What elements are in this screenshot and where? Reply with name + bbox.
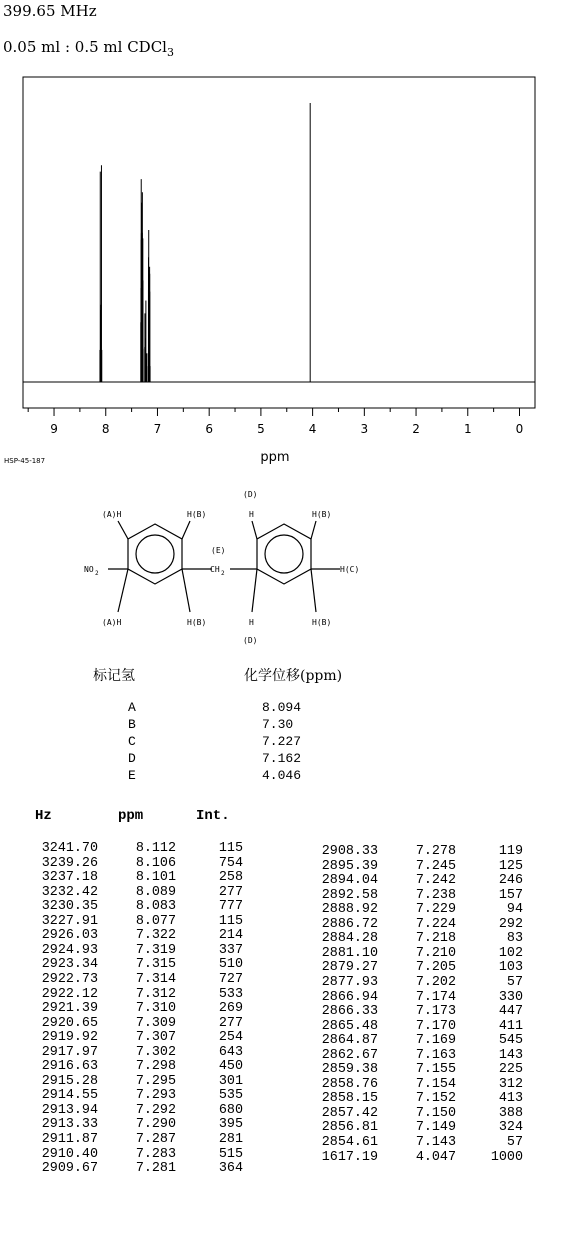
peak-intensity: 413 xyxy=(498,1091,523,1107)
peak-row-right xyxy=(0,1136,570,1150)
peak-hz: 2916.63 xyxy=(41,1059,98,1075)
peak-row-right xyxy=(0,1121,570,1135)
peak-ppm: 7.229 xyxy=(415,902,456,918)
peak-row-right xyxy=(0,889,570,903)
label-b-bottom-left: H(B) xyxy=(187,618,207,627)
peak-ppm: 8.106 xyxy=(135,855,176,871)
peak-hz: 2910.40 xyxy=(41,1146,98,1162)
peak-row-right xyxy=(0,1107,570,1121)
peak-ppm: 7.314 xyxy=(135,971,176,987)
peak-intensity: 292 xyxy=(498,916,523,932)
label-h-bottom: H xyxy=(249,618,254,627)
peak-intensity: 102 xyxy=(498,945,523,961)
peak-row-right xyxy=(0,932,570,946)
peak-row-right xyxy=(0,903,570,917)
peak-hz: 2922.12 xyxy=(41,986,98,1002)
peak-ppm: 7.278 xyxy=(415,844,456,859)
label-a-top: (A)H xyxy=(102,510,122,519)
peak-hz: 2913.33 xyxy=(41,1117,98,1133)
label-no: NO xyxy=(84,565,94,574)
peak-intensity: 364 xyxy=(218,1161,243,1177)
peak-hz: 2881.10 xyxy=(321,945,378,961)
peak-intensity: 301 xyxy=(218,1073,243,1089)
peak-ppm: 7.163 xyxy=(415,1047,456,1063)
peak-ppm: 7.154 xyxy=(415,1076,456,1092)
peak-intensity: 254 xyxy=(218,1030,243,1046)
peak-hz: 2854.61 xyxy=(321,1135,378,1150)
peak-intensity: 388 xyxy=(498,1105,523,1121)
bond-b-bottom-right xyxy=(311,569,316,612)
peak-ppm: 7.281 xyxy=(135,1161,176,1177)
peak-intensity: 277 xyxy=(218,884,243,900)
peak-row-right xyxy=(0,1092,570,1106)
peak-intensity: 277 xyxy=(218,1015,243,1031)
peak-intensity: 281 xyxy=(218,1132,243,1147)
assignment-shift: 7.30 xyxy=(262,717,294,732)
peak-hz: 2895.39 xyxy=(321,858,378,874)
peak-header-hz: Hz xyxy=(35,808,52,824)
peak-intensity: 450 xyxy=(218,1059,243,1075)
peak-ppm: 7.322 xyxy=(135,928,176,944)
bond-d-top xyxy=(252,521,257,539)
peak-intensity: 680 xyxy=(218,1102,243,1118)
sample-subscript: 3 xyxy=(166,46,174,59)
peak-ppm: 7.174 xyxy=(415,989,456,1005)
x-tick-label: 7 xyxy=(153,422,162,436)
peak-hz: 3239.26 xyxy=(41,855,98,871)
peak-hz: 2888.92 xyxy=(321,902,378,918)
peak-hz: 2917.97 xyxy=(41,1044,98,1060)
peak-hz: 2913.94 xyxy=(41,1102,98,1118)
bond-b-bottom-left xyxy=(182,569,190,612)
label-b-bottom-right: H(B) xyxy=(312,618,332,627)
assignment-atom: E xyxy=(128,768,136,783)
spectrum-code: HSP-45-187 xyxy=(4,457,46,465)
peak-hz: 2859.38 xyxy=(321,1062,378,1078)
peak-intensity: 330 xyxy=(498,989,523,1005)
peak-hz: 2884.28 xyxy=(321,931,378,947)
x-tick-label: 4 xyxy=(308,422,317,436)
peak-intensity: 447 xyxy=(498,1004,523,1020)
peak-ppm: 7.319 xyxy=(135,942,176,958)
peak-intensity: 545 xyxy=(498,1033,523,1049)
bond-a-top xyxy=(118,521,128,539)
peak-row-right xyxy=(0,991,570,1005)
peak-intensity: 269 xyxy=(218,1001,243,1017)
peak-row-right xyxy=(0,1005,570,1019)
x-tick-label: 6 xyxy=(205,422,214,436)
peak-row-right xyxy=(0,845,570,859)
peak-hz: 2862.67 xyxy=(321,1047,378,1063)
peak-intensity: 337 xyxy=(218,942,243,958)
label-ch-subscript: 2 xyxy=(221,570,225,577)
peak-ppm: 7.152 xyxy=(415,1091,456,1107)
peak-ppm: 7.218 xyxy=(415,931,456,947)
peak-intensity: 57 xyxy=(506,974,523,990)
peak-hz: 2908.33 xyxy=(321,844,378,859)
peak-hz: 2923.34 xyxy=(41,957,98,973)
assignment-header-atom: 标记氢 xyxy=(93,668,135,684)
label-e: (E) xyxy=(211,546,226,555)
assignment-header-shift: 化学位移(ppm) xyxy=(244,668,343,684)
peak-intensity: 57 xyxy=(506,1135,523,1150)
peak-ppm: 7.150 xyxy=(415,1105,456,1121)
peak-hz: 2924.93 xyxy=(41,942,98,958)
peak-ppm: 7.307 xyxy=(135,1030,176,1046)
peak-hz: 2926.03 xyxy=(41,928,98,944)
peak-header-int: Int. xyxy=(196,808,230,824)
peak-hz: 2911.87 xyxy=(41,1132,98,1147)
peak-ppm: 8.077 xyxy=(135,913,176,929)
peak-row-right xyxy=(0,947,570,961)
peak-hz: 2919.92 xyxy=(41,1030,98,1046)
peak-ppm: 7.295 xyxy=(135,1073,176,1089)
peak-hz: 2865.48 xyxy=(321,1018,378,1034)
assignment-shift: 7.227 xyxy=(262,734,302,749)
peak-hz: 2894.04 xyxy=(321,873,378,889)
peak-ppm: 7.292 xyxy=(135,1102,176,1118)
label-h-top: H xyxy=(249,510,254,519)
peak-ppm: 7.242 xyxy=(415,873,456,889)
x-tick-label: 2 xyxy=(412,422,420,436)
bond-b-top-right xyxy=(311,521,316,539)
peak-row-right xyxy=(0,860,570,874)
peak-intensity: 324 xyxy=(498,1120,523,1136)
peak-hz: 2864.87 xyxy=(321,1033,378,1049)
peak-intensity: 777 xyxy=(218,899,243,915)
peak-intensity: 103 xyxy=(498,960,523,976)
peak-hz: 2856.81 xyxy=(321,1120,378,1136)
peak-intensity: 214 xyxy=(218,928,243,944)
peak-ppm: 8.083 xyxy=(135,899,176,915)
peak-intensity: 119 xyxy=(498,844,523,859)
assignment-atom: C xyxy=(128,734,136,749)
assignment-atom: B xyxy=(128,717,136,732)
peak-row-right xyxy=(0,976,570,990)
peak-intensity: 225 xyxy=(498,1062,523,1078)
peak-ppm: 7.287 xyxy=(135,1132,176,1147)
peak-hz: 2866.33 xyxy=(321,1004,378,1020)
peak-intensity: 395 xyxy=(218,1117,243,1133)
label-ch: CH xyxy=(210,565,220,574)
peak-ppm: 7.238 xyxy=(415,887,456,903)
bond-b-top-left xyxy=(182,521,190,539)
peak-header-ppm: ppm xyxy=(118,808,144,824)
label-a-bottom: (A)H xyxy=(102,618,122,627)
peak-hz: 3241.70 xyxy=(41,841,98,856)
label-h-c: H(C) xyxy=(340,565,360,574)
peak-ppm: 7.290 xyxy=(135,1117,176,1133)
peak-ppm: 7.169 xyxy=(415,1033,456,1049)
peak-ppm: 7.302 xyxy=(135,1044,176,1060)
assignment-shift: 4.046 xyxy=(262,768,302,783)
peak-hz: 2877.93 xyxy=(321,974,378,990)
x-tick-label: 0 xyxy=(515,422,524,436)
x-tick-label: 3 xyxy=(360,422,369,436)
peak-intensity: 754 xyxy=(218,855,243,871)
label-d-top: (D) xyxy=(243,490,258,499)
peak-row-right xyxy=(0,1049,570,1063)
peak-hz: 2892.58 xyxy=(321,887,378,903)
peak-intensity: 115 xyxy=(218,841,243,856)
peak-hz: 2915.28 xyxy=(41,1073,98,1089)
peak-intensity: 510 xyxy=(218,957,243,973)
peak-ppm: 7.310 xyxy=(135,1001,176,1017)
peak-ppm: 8.089 xyxy=(135,884,176,900)
peak-hz: 2858.76 xyxy=(321,1076,378,1092)
peak-ppm: 7.315 xyxy=(135,957,176,973)
peak-intensity: 83 xyxy=(506,931,523,947)
peak-ppm: 7.312 xyxy=(135,986,176,1002)
sample-text: 0.05 ml : 0.5 ml CDCl xyxy=(3,38,167,56)
peak-ppm: 8.101 xyxy=(135,870,176,886)
peak-ppm: 7.245 xyxy=(415,858,456,874)
peak-hz: 2857.42 xyxy=(321,1105,378,1121)
peak-ppm: 7.298 xyxy=(135,1059,176,1075)
peak-hz: 2921.39 xyxy=(41,1001,98,1017)
peak-intensity: 535 xyxy=(218,1088,243,1104)
peak-hz: 2879.27 xyxy=(321,960,378,976)
peak-intensity: 727 xyxy=(218,971,243,987)
peak-intensity: 115 xyxy=(218,913,243,929)
peak-ppm: 7.155 xyxy=(415,1062,456,1078)
bond-d-bottom xyxy=(252,569,257,612)
peak-hz: 2922.73 xyxy=(41,971,98,987)
peak-intensity: 258 xyxy=(218,870,243,886)
peak-row-right xyxy=(0,874,570,888)
peak-row-right xyxy=(0,1151,570,1165)
right-aromatic-circle xyxy=(265,535,303,573)
peak-intensity: 643 xyxy=(218,1044,243,1060)
bond-a-bottom xyxy=(118,569,128,612)
peak-row-right xyxy=(0,1078,570,1092)
peak-ppm: 4.047 xyxy=(415,1149,456,1165)
peak-intensity: 143 xyxy=(498,1047,523,1063)
x-tick-label: 8 xyxy=(101,422,110,436)
peak-ppm: 7.309 xyxy=(135,1015,176,1031)
peak-row-right xyxy=(0,961,570,975)
label-b-top-left: H(B) xyxy=(187,510,207,519)
peak-ppm: 7.205 xyxy=(415,960,456,976)
x-tick-label: 1 xyxy=(463,422,472,436)
peak-intensity: 312 xyxy=(498,1076,523,1092)
peak-row-right xyxy=(0,1034,570,1048)
peak-hz: 2909.67 xyxy=(41,1161,98,1177)
label-d-bottom: (D) xyxy=(243,636,258,645)
peak-intensity: 533 xyxy=(218,986,243,1002)
peak-ppm: 7.210 xyxy=(415,945,456,961)
x-tick-label: 9 xyxy=(50,422,58,436)
peak-ppm: 7.283 xyxy=(135,1146,176,1162)
peak-intensity: 94 xyxy=(506,902,523,918)
peak-intensity: 515 xyxy=(218,1146,243,1162)
peak-row-right xyxy=(0,1020,570,1034)
spectrometer-frequency: 399.65 MHz xyxy=(3,2,97,20)
peak-intensity: 411 xyxy=(498,1018,523,1034)
peak-hz: 3227.91 xyxy=(41,913,98,929)
peak-intensity: 1000 xyxy=(490,1149,523,1165)
peak-hz: 2886.72 xyxy=(321,916,378,932)
peak-ppm: 7.173 xyxy=(415,1004,456,1020)
assignment-shift: 8.094 xyxy=(262,700,302,715)
assignment-shift: 7.162 xyxy=(262,751,302,766)
peak-hz: 3232.42 xyxy=(41,884,98,900)
peak-row-right xyxy=(0,918,570,932)
label-no-subscript: 2 xyxy=(95,570,99,577)
peak-ppm: 7.202 xyxy=(415,974,456,990)
peak-intensity: 246 xyxy=(498,873,523,889)
peak-hz: 2866.94 xyxy=(321,989,378,1005)
peak-intensity: 157 xyxy=(498,887,523,903)
peak-hz: 2920.65 xyxy=(41,1015,98,1031)
assignment-atom: D xyxy=(128,751,136,766)
peak-ppm: 7.170 xyxy=(415,1018,456,1034)
peak-hz: 2858.15 xyxy=(321,1091,378,1107)
label-b-top-right: H(B) xyxy=(312,510,332,519)
peak-intensity: 125 xyxy=(498,858,523,874)
peak-ppm: 7.293 xyxy=(135,1088,176,1104)
peak-hz: 3230.35 xyxy=(41,899,98,915)
assignment-atom: A xyxy=(128,700,136,715)
left-aromatic-circle xyxy=(136,535,174,573)
x-axis-label: ppm xyxy=(260,450,290,465)
peak-ppm: 7.143 xyxy=(415,1135,456,1150)
peak-ppm: 7.224 xyxy=(415,916,456,932)
peak-ppm: 7.149 xyxy=(415,1120,456,1136)
peak-hz: 1617.19 xyxy=(321,1149,378,1165)
peak-ppm: 8.112 xyxy=(135,841,176,856)
peak-hz: 2914.55 xyxy=(41,1088,98,1104)
x-tick-label: 5 xyxy=(257,422,265,436)
peak-hz: 3237.18 xyxy=(41,870,98,886)
peak-row-right xyxy=(0,1063,570,1077)
